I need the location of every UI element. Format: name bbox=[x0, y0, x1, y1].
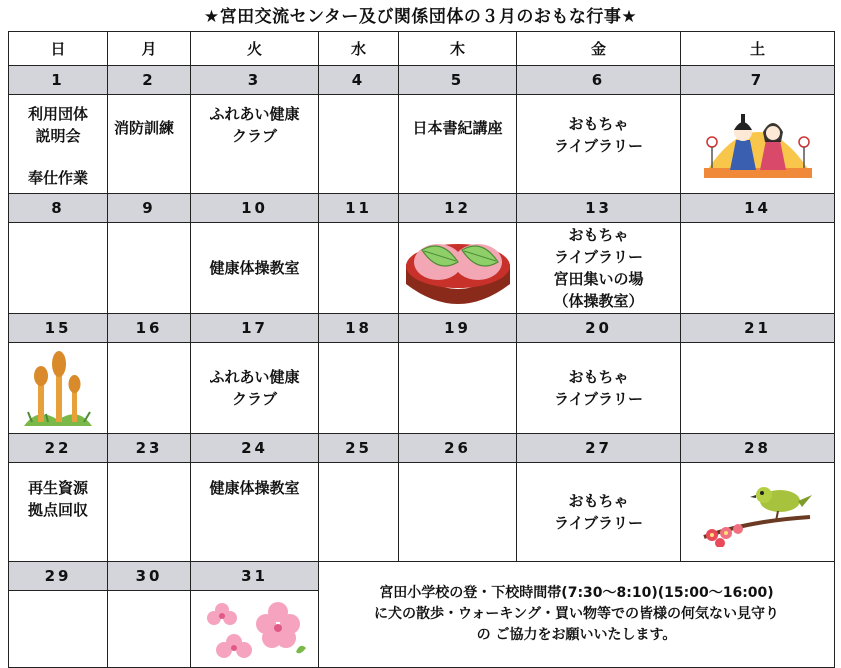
event-text: ふれあい健康 bbox=[209, 105, 300, 123]
event-cell bbox=[9, 343, 108, 434]
event-cell bbox=[319, 463, 399, 562]
event-cell bbox=[191, 343, 319, 434]
event-text: おもちゃ bbox=[568, 115, 629, 133]
event-text: ライブラリー bbox=[553, 137, 644, 155]
event-text: 拠点回収 bbox=[27, 501, 88, 519]
event-text: 再生資源 bbox=[27, 479, 88, 497]
date-cell: 10 bbox=[191, 194, 319, 223]
calendar-title: ★宮田交流センター及び関係団体の３月のおもな行事★ bbox=[203, 7, 638, 27]
event-cell bbox=[399, 223, 517, 314]
event-text: 健康体操教室 bbox=[209, 259, 300, 277]
event-text: ライブラリー bbox=[553, 390, 644, 408]
notice-line: 宮田小学校の登・下校時間帯(7:30～8:10)(15:00～16:00) bbox=[379, 585, 774, 601]
date-row bbox=[9, 314, 835, 343]
date-cell: 15 bbox=[9, 314, 108, 343]
date-cell: 31 bbox=[191, 562, 319, 591]
date-cell: 27 bbox=[517, 434, 681, 463]
weekday-sat: 土 bbox=[681, 32, 835, 66]
bush-warbler-plum-illustration bbox=[698, 477, 818, 547]
event-text: 利用団体 bbox=[27, 105, 88, 123]
event-cell bbox=[399, 95, 517, 194]
date-cell: 12 bbox=[399, 194, 517, 223]
date-cell: 2 bbox=[108, 66, 191, 95]
event-text: 奉仕作業 bbox=[27, 169, 88, 187]
date-cell: 13 bbox=[517, 194, 681, 223]
event-text: ふれあい健康 bbox=[209, 368, 300, 386]
event-cell bbox=[108, 463, 191, 562]
event-cell bbox=[191, 591, 319, 668]
event-cell bbox=[191, 463, 319, 562]
date-cell: 24 bbox=[191, 434, 319, 463]
date-cell: 26 bbox=[399, 434, 517, 463]
date-cell: 9 bbox=[108, 194, 191, 223]
weekday-tue: 火 bbox=[191, 32, 319, 66]
event-text: 宮田集いの場 bbox=[553, 270, 644, 288]
horsetail-illustration bbox=[18, 346, 98, 430]
date-row bbox=[9, 434, 835, 463]
event-text: クラブ bbox=[231, 390, 277, 408]
event-cell bbox=[517, 95, 681, 194]
event-text: 健康体操教室 bbox=[209, 479, 300, 497]
date-cell: 23 bbox=[108, 434, 191, 463]
date-cell: 25 bbox=[319, 434, 399, 463]
event-text: クラブ bbox=[231, 127, 277, 145]
weekday-header-row bbox=[9, 32, 835, 66]
event-text: おもちゃ bbox=[568, 226, 629, 244]
event-cell bbox=[108, 223, 191, 314]
weekday-wed: 水 bbox=[319, 32, 399, 66]
event-cell bbox=[319, 223, 399, 314]
event-cell bbox=[517, 463, 681, 562]
event-cell bbox=[108, 591, 191, 668]
weekday-thu: 木 bbox=[399, 32, 517, 66]
date-cell: 6 bbox=[517, 66, 681, 95]
date-cell: 29 bbox=[9, 562, 108, 591]
event-text: ライブラリー bbox=[553, 248, 644, 266]
event-text: （体操教室） bbox=[553, 292, 644, 310]
notice-line: に犬の散歩・ウォーキング・買い物等での皆様の何気ない見守り bbox=[373, 606, 780, 622]
event-cell bbox=[319, 343, 399, 434]
event-cell bbox=[681, 223, 835, 314]
event-text: 日本書紀講座 bbox=[412, 119, 503, 137]
event-text: おもちゃ bbox=[568, 492, 629, 510]
event-cell bbox=[9, 591, 108, 668]
date-cell: 17 bbox=[191, 314, 319, 343]
date-cell: 8 bbox=[9, 194, 108, 223]
event-cell bbox=[108, 95, 191, 194]
event-cell bbox=[9, 223, 108, 314]
date-cell: 22 bbox=[9, 434, 108, 463]
event-cell bbox=[108, 343, 191, 434]
event-cell bbox=[399, 343, 517, 434]
date-cell: 30 bbox=[108, 562, 191, 591]
event-calendar bbox=[8, 31, 835, 668]
event-cell bbox=[191, 95, 319, 194]
date-cell: 1 bbox=[9, 66, 108, 95]
notice-line: の ご協力をお願いいたします。 bbox=[476, 627, 677, 643]
date-cell: 16 bbox=[108, 314, 191, 343]
weekday-fri: 金 bbox=[517, 32, 681, 66]
event-cell bbox=[681, 95, 835, 194]
date-cell: 3 bbox=[191, 66, 319, 95]
event-cell bbox=[517, 343, 681, 434]
date-cell: 5 bbox=[399, 66, 517, 95]
sakura-mochi-illustration bbox=[402, 228, 514, 308]
event-text: 説明会 bbox=[35, 127, 81, 145]
event-text: 消防訓練 bbox=[114, 119, 175, 137]
event-row bbox=[9, 223, 835, 314]
event-cell bbox=[319, 95, 399, 194]
event-cell bbox=[399, 463, 517, 562]
date-cell: 20 bbox=[517, 314, 681, 343]
date-row bbox=[9, 562, 835, 591]
date-row bbox=[9, 194, 835, 223]
event-cell bbox=[517, 223, 681, 314]
event-row bbox=[9, 463, 835, 562]
date-cell: 28 bbox=[681, 434, 835, 463]
date-cell: 11 bbox=[319, 194, 399, 223]
event-text: おもちゃ bbox=[568, 368, 629, 386]
cherry-blossom-illustration bbox=[200, 596, 310, 662]
event-cell bbox=[681, 463, 835, 562]
event-cell bbox=[681, 343, 835, 434]
date-cell: 18 bbox=[319, 314, 399, 343]
weekday-sun: 日 bbox=[9, 32, 108, 66]
date-cell: 14 bbox=[681, 194, 835, 223]
event-row bbox=[9, 95, 835, 194]
hina-dolls-illustration bbox=[698, 102, 818, 186]
date-cell: 4 bbox=[319, 66, 399, 95]
weekday-mon: 月 bbox=[108, 32, 191, 66]
date-row bbox=[9, 66, 835, 95]
event-cell bbox=[9, 463, 108, 562]
event-text: ライブラリー bbox=[553, 514, 644, 532]
school-notice bbox=[319, 562, 835, 668]
event-cell bbox=[9, 95, 108, 194]
event-cell bbox=[191, 223, 319, 314]
date-cell: 21 bbox=[681, 314, 835, 343]
event-row bbox=[9, 343, 835, 434]
date-cell: 19 bbox=[399, 314, 517, 343]
date-cell: 7 bbox=[681, 66, 835, 95]
